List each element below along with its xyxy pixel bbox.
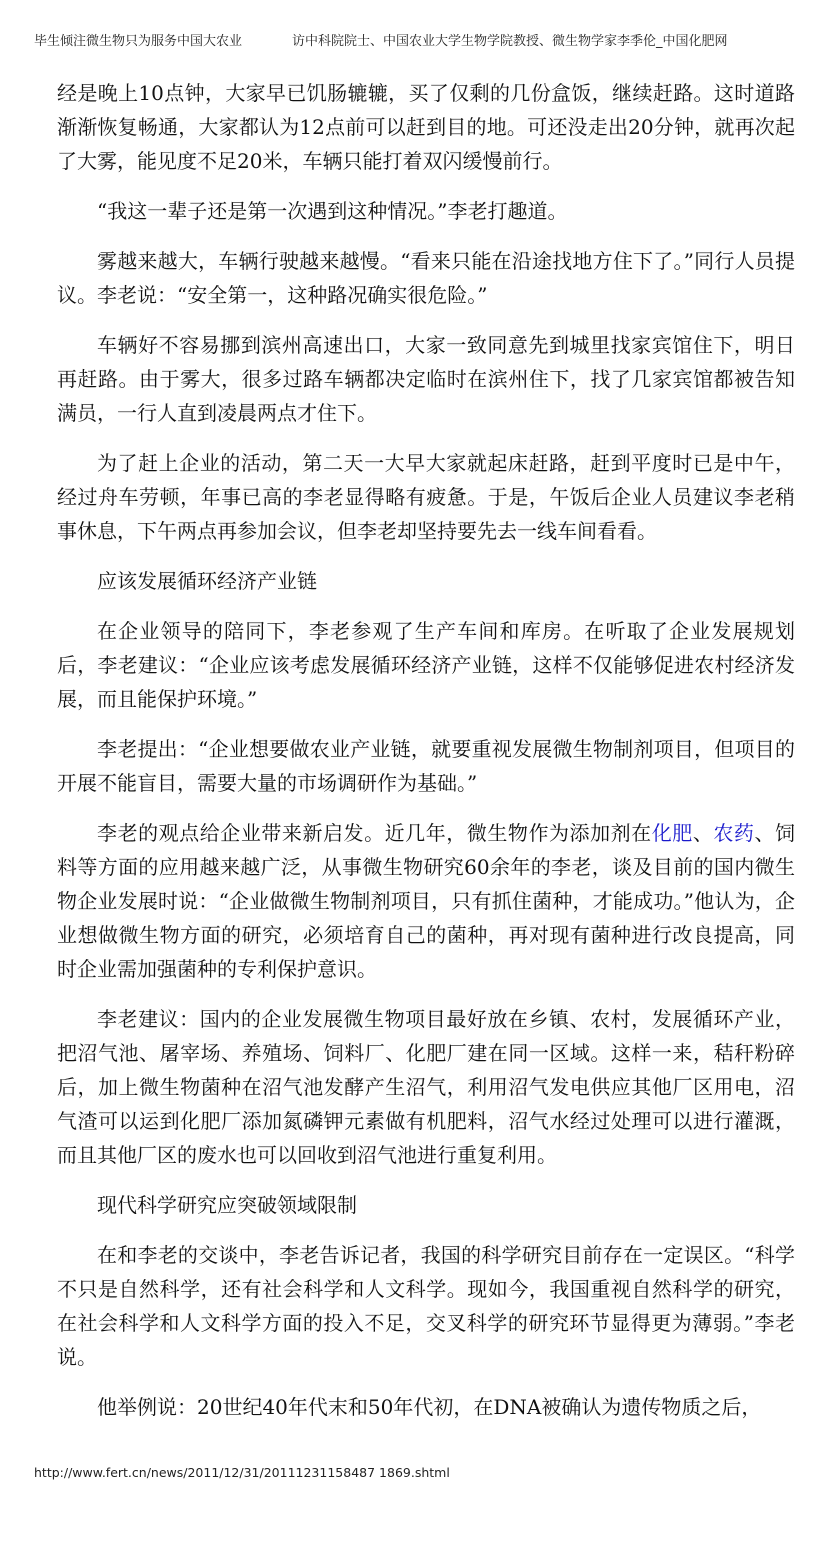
- paragraph-8-text-b: 、饲料等方面的应用越来越广泛，从事微生物研究60余年的李老，谈及目前的国内微生物企业发展时说：“企业做微生物制剂项目，只有抓住菌种，才能成功。”他认为，企业想做微生物方面的研究，必须培育自己的菌种，再对现有菌种进行改良提高，同时企业需加强菌种的专利保护意识。: [57, 821, 796, 981]
- link-fertilizer[interactable]: 化肥: [651, 821, 693, 845]
- paragraph-4: 车辆好不容易挪到滨州高速出口，大家一致同意先到城里找家宾馆住下，明日再赶路。由于雾大，很多过路车辆都决定临时在滨州住下，找了几家宾馆都被告知满员，一行人直到凌晨两点才住下。: [57, 333, 795, 425]
- paragraph-8: [57, 816, 795, 986]
- paragraph-7: 李老提出：“企业想要做农业产业链，就要重视发展微生物制剂项目，但项目的开展不能盲目，需要大量的市场调研作为基础。”: [57, 737, 795, 795]
- paragraph-10: 在和李老的交谈中，李老告诉记者，我国的科学研究目前存在一定误区。“科学不只是自然科学，还有社会科学和人文科学。现如今，我国重视自然科学的研究，在社会科学和人文科学方面的投入不足，交叉科学的研究环节显得更为薄弱。”李老说。: [57, 1243, 795, 1369]
- header-site-title: 访中科院院士、中国农业大学生物学院教授、微生物学家李季伦_中国化肥网: [292, 34, 728, 49]
- print-footer-url: http://www.fert.cn/news/2011/12/31/20111231158487 1869.shtml: [34, 1465, 450, 1480]
- paragraph-11: 他举例说：20世纪40年代末和50年代初，在DNA被确认为遗传物质之后，: [97, 1395, 762, 1419]
- article-body: [57, 76, 795, 1440]
- link-pesticide[interactable]: 农药: [713, 821, 755, 845]
- paragraph-6: 在企业领导的陪同下，李老参观了生产车间和库房。在听取了企业发展规划后，李老建议：“企业应该考虑发展循环经济产业链，这样不仅能够促进农村经济发展，而且能保护环境。”: [57, 619, 795, 711]
- section-heading-research-boundaries: 现代科学研究应突破领域限制: [97, 1193, 357, 1217]
- paragraph-8-text-a: 李老的观点给企业带来新启发。近几年，微生物作为添加剂在: [97, 821, 652, 845]
- paragraph-2: “我这一辈子还是第一次遇到这种情况。”李老打趣道。: [97, 199, 568, 223]
- header-page-title: 毕生倾注微生物只为服务中国大农业: [34, 34, 243, 49]
- paragraph-3: 雾越来越大，车辆行驶越来越慢。“看来只能在沿途找地方住下了。”同行人员提议。李老说：“安全第一，这种路况确实很危险。”: [57, 249, 795, 307]
- paragraph-1: 经是晚上10点钟，大家早已饥肠辘辘，买了仅剩的几份盒饭，继续赶路。这时道路渐渐恢复畅通，大家都认为12点前可以赶到目的地。可还没走出20分钟，就再次起了大雾，能见度不足20米，车辆只能打着双闪缓慢前行。: [57, 81, 795, 173]
- paragraph-9: 李老建议：国内的企业发展微生物项目最好放在乡镇、农村，发展循环产业，把沼气池、屠宰场、养殖场、饲料厂、化肥厂建在同一区域。这样一来，秸秆粉碎后，加上微生物菌种在沼气池发酵产生沼气，利用沼气发电供应其他厂区用电，沼气渣可以运到化肥厂添加氮磷钾元素做有机肥料，沼气水经过处理可以进行灌溉，而且其他厂区的废水也可以回收到沼气池进行重复利用。: [57, 1007, 795, 1167]
- print-header: [34, 30, 815, 50]
- paragraph-5: 为了赶上企业的活动，第二天一大早大家就起床赶路，赶到平度时已是中午，经过舟车劳顿，年事已高的李老显得略有疲惫。于是，午饭后企业人员建议李老稍事休息，下午两点再参加会议，但李老却坚持要先去一线车间看看。: [57, 451, 795, 543]
- section-heading-circular-economy: 应该发展循环经济产业链: [97, 569, 317, 593]
- paragraph-8-separator: 、: [692, 821, 714, 845]
